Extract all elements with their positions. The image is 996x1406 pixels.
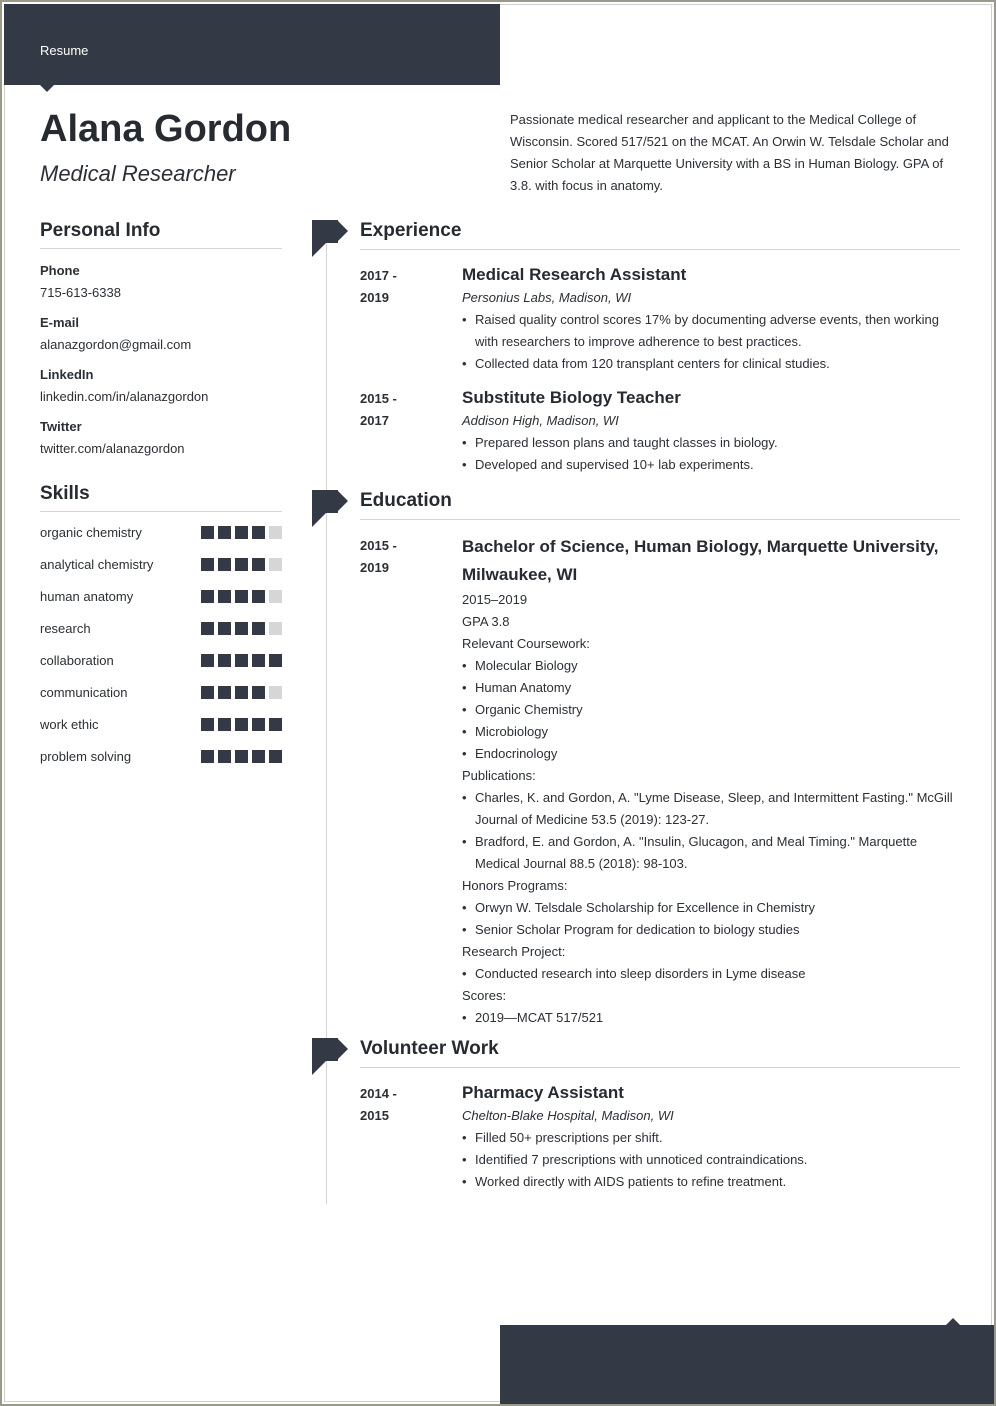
coursework-label: Relevant Coursework: — [462, 636, 590, 651]
entry-date — [360, 533, 462, 1029]
phone-label: Phone — [40, 263, 80, 278]
footer-band-notch — [946, 1318, 960, 1325]
bullet-item: • Worked directly with AIDS patients to refine treatment. — [462, 1171, 960, 1193]
skill-dot-filled — [218, 526, 231, 539]
volunteer-entry — [360, 1081, 960, 1193]
bullet-item: • Conducted research into sleep disorders in Lyme disease — [462, 963, 960, 985]
skill-dot-empty — [269, 526, 282, 539]
skill-dot-filled — [201, 590, 214, 603]
skill-level — [201, 718, 282, 731]
honors-label: Honors Programs: — [462, 878, 568, 893]
skill-level — [201, 654, 282, 667]
experience-section — [360, 220, 960, 476]
skill-row — [40, 740, 282, 772]
entry-date — [360, 386, 462, 476]
entry-date-end: 2019 — [360, 560, 389, 575]
bullet-item: • Orwyn W. Telsdale Scholarship for Excellence in Chemistry — [462, 897, 960, 919]
personal-info-title: Personal Info — [40, 220, 282, 249]
volunteer-bullets — [462, 1127, 960, 1193]
skill-dot-filled — [201, 558, 214, 571]
entry-date-start: 2015 - — [360, 391, 397, 406]
skill-dot-filled — [235, 750, 248, 763]
bullet-item: • Prepared lesson plans and taught classes in biology. — [462, 432, 960, 454]
skill-dot-filled — [235, 622, 248, 635]
bullet-item: • Raised quality control scores 17% by documenting adverse events, then working with researchers to improve adherence to best practices. — [462, 309, 960, 353]
entry-date-end: 2015 — [360, 1108, 389, 1123]
bullet-item: • 2019—MCAT 517/521 — [462, 1007, 960, 1029]
skill-dot-empty — [269, 558, 282, 571]
entry-body — [462, 263, 960, 375]
skill-dot-filled — [252, 590, 265, 603]
bullet-item: • Filled 50+ prescriptions per shift. — [462, 1127, 960, 1149]
skill-name: work ethic — [40, 716, 99, 732]
skill-row — [40, 708, 282, 740]
skill-row — [40, 516, 282, 548]
skill-name: collaboration — [40, 652, 114, 668]
scores-label: Scores: — [462, 988, 507, 1003]
skills-list — [40, 516, 282, 772]
skill-dot-filled — [269, 750, 282, 763]
skill-dot-filled — [235, 718, 248, 731]
skill-dot-filled — [218, 718, 231, 731]
skill-row — [40, 580, 282, 612]
skill-dot-filled — [235, 558, 248, 571]
skill-name: human anatomy — [40, 588, 134, 604]
experience-flag-icon — [312, 220, 348, 260]
skill-dot-filled — [201, 654, 214, 667]
left-column — [40, 220, 282, 772]
linkedin-value: linkedin.com/in/alanazgordon — [40, 389, 209, 404]
candidate-name: Alana Gordon — [40, 108, 292, 150]
research-list — [462, 963, 960, 985]
coursework-list — [462, 655, 960, 765]
entry-body — [462, 533, 960, 1029]
bullet-item: • Organic Chemistry — [462, 699, 960, 721]
skill-dot-filled — [235, 590, 248, 603]
header-band-notch — [40, 85, 54, 92]
entry-date — [360, 263, 462, 375]
entry-date-start: 2014 - — [360, 1086, 397, 1101]
candidate-role: Medical Researcher — [40, 161, 236, 186]
education-title: Education — [360, 490, 960, 520]
skills-title: Skills — [40, 483, 282, 512]
skill-name: analytical chemistry — [40, 556, 154, 572]
footer-band — [500, 1325, 996, 1406]
skill-dot-filled — [218, 558, 231, 571]
publications-list — [462, 787, 960, 875]
skill-dot-filled — [201, 526, 214, 539]
email-label: E-mail — [40, 315, 80, 330]
skill-dot-filled — [269, 654, 282, 667]
degree-title: Bachelor of Science, Human Biology, Marquette University, Milwaukee, WI — [462, 537, 939, 584]
email-value: alanazgordon@gmail.com — [40, 337, 192, 352]
skill-dot-filled — [252, 750, 265, 763]
publications-label: Publications: — [462, 768, 536, 783]
skill-level — [201, 590, 282, 603]
header-band — [4, 4, 500, 85]
skill-dot-filled — [201, 750, 214, 763]
phone-value: 715-613-6338 — [40, 285, 121, 300]
education-gpa: GPA 3.8 — [462, 614, 510, 629]
skill-row — [40, 676, 282, 708]
skill-dot-filled — [252, 686, 265, 699]
volunteer-flag-icon — [312, 1038, 348, 1078]
skill-dot-filled — [201, 622, 214, 635]
skill-dot-filled — [218, 590, 231, 603]
skill-dot-filled — [252, 654, 265, 667]
experience-entry — [360, 386, 960, 476]
skill-dot-filled — [252, 718, 265, 731]
bullet-item: • Developed and supervised 10+ lab experiments. — [462, 454, 960, 476]
entry-body — [462, 1081, 960, 1193]
skill-level — [201, 686, 282, 699]
bullet-item: • Senior Scholar Program for dedication to biology studies — [462, 919, 960, 941]
education-entry — [360, 533, 960, 1029]
skill-name: research — [40, 620, 91, 636]
job-title: Substitute Biology Teacher — [462, 388, 681, 407]
skill-row — [40, 612, 282, 644]
skill-level — [201, 526, 282, 539]
volunteer-role: Pharmacy Assistant — [462, 1083, 624, 1102]
skill-dot-filled — [201, 718, 214, 731]
skill-dot-filled — [252, 622, 265, 635]
education-section — [360, 490, 960, 1029]
experience-entry — [360, 263, 960, 375]
bullet-item: • Identified 7 prescriptions with unnoticed contraindications. — [462, 1149, 960, 1171]
entry-date — [360, 1081, 462, 1193]
twitter-label: Twitter — [40, 419, 82, 434]
skill-name: organic chemistry — [40, 524, 142, 540]
entry-date-end: 2017 — [360, 413, 389, 428]
skill-dot-filled — [218, 750, 231, 763]
skill-dot-filled — [218, 622, 231, 635]
entry-date-start: 2015 - — [360, 538, 397, 553]
job-employer: Personius Labs, Madison, WI — [462, 290, 632, 305]
skill-level — [201, 622, 282, 635]
header-band-label: Resume — [40, 43, 89, 58]
volunteer-organization: Chelton-Blake Hospital, Madison, WI — [462, 1108, 674, 1123]
skill-level — [201, 750, 282, 763]
skill-dot-filled — [218, 654, 231, 667]
skill-level — [201, 558, 282, 571]
skill-dot-filled — [269, 718, 282, 731]
entry-date-end: 2019 — [360, 290, 389, 305]
job-bullets — [462, 432, 960, 476]
scores-list — [462, 1007, 960, 1029]
skill-row — [40, 644, 282, 676]
bullet-item: • Bradford, E. and Gordon, A. "Insulin, Glucagon, and Meal Timing." Marquette Medical Journal 88.5 (2018): 98-103. — [462, 831, 960, 875]
skill-dot-filled — [252, 526, 265, 539]
linkedin-label: LinkedIn — [40, 367, 94, 382]
profile-summary: Passionate medical researcher and applicant to the Medical College of Wisconsin. Scored 517/521 on the MCAT. An Orwin W. Telsdale Scholar and Senior Scholar at Marquette University with a BS in Human Biology. GPA of 3.8. with focus in anatomy. — [510, 112, 949, 193]
job-bullets — [462, 309, 960, 375]
volunteer-title: Volunteer Work — [360, 1038, 960, 1068]
education-flag-icon — [312, 490, 348, 530]
bullet-item: • Charles, K. and Gordon, A. "Lyme Disease, Sleep, and Intermittent Fasting." McGill Journal of Medicine 53.5 (2019): 123-27. — [462, 787, 960, 831]
honors-list — [462, 897, 960, 941]
job-employer: Addison High, Madison, WI — [462, 413, 619, 428]
skill-dot-empty — [269, 622, 282, 635]
skill-dot-empty — [269, 686, 282, 699]
entry-date-start: 2017 - — [360, 268, 397, 283]
education-years: 2015–2019 — [462, 592, 528, 607]
bullet-item: • Collected data from 120 transplant centers for clinical studies. — [462, 353, 960, 375]
skill-name: communication — [40, 684, 128, 700]
skill-dot-filled — [218, 686, 231, 699]
entry-body — [462, 386, 960, 476]
skill-row — [40, 548, 282, 580]
skill-dot-filled — [235, 686, 248, 699]
bullet-item: • Endocrinology — [462, 743, 960, 765]
job-title: Medical Research Assistant — [462, 265, 687, 284]
experience-title: Experience — [360, 220, 960, 250]
skill-dot-filled — [235, 654, 248, 667]
skill-name: problem solving — [40, 748, 132, 764]
skill-dot-filled — [235, 526, 248, 539]
bullet-item: • Human Anatomy — [462, 677, 960, 699]
skill-dot-filled — [252, 558, 265, 571]
skill-dot-filled — [201, 686, 214, 699]
volunteer-section — [360, 1038, 960, 1193]
twitter-value: twitter.com/alanazgordon — [40, 441, 185, 456]
skill-dot-empty — [269, 590, 282, 603]
research-label: Research Project: — [462, 944, 566, 959]
bullet-item: • Microbiology — [462, 721, 960, 743]
bullet-item: • Molecular Biology — [462, 655, 960, 677]
